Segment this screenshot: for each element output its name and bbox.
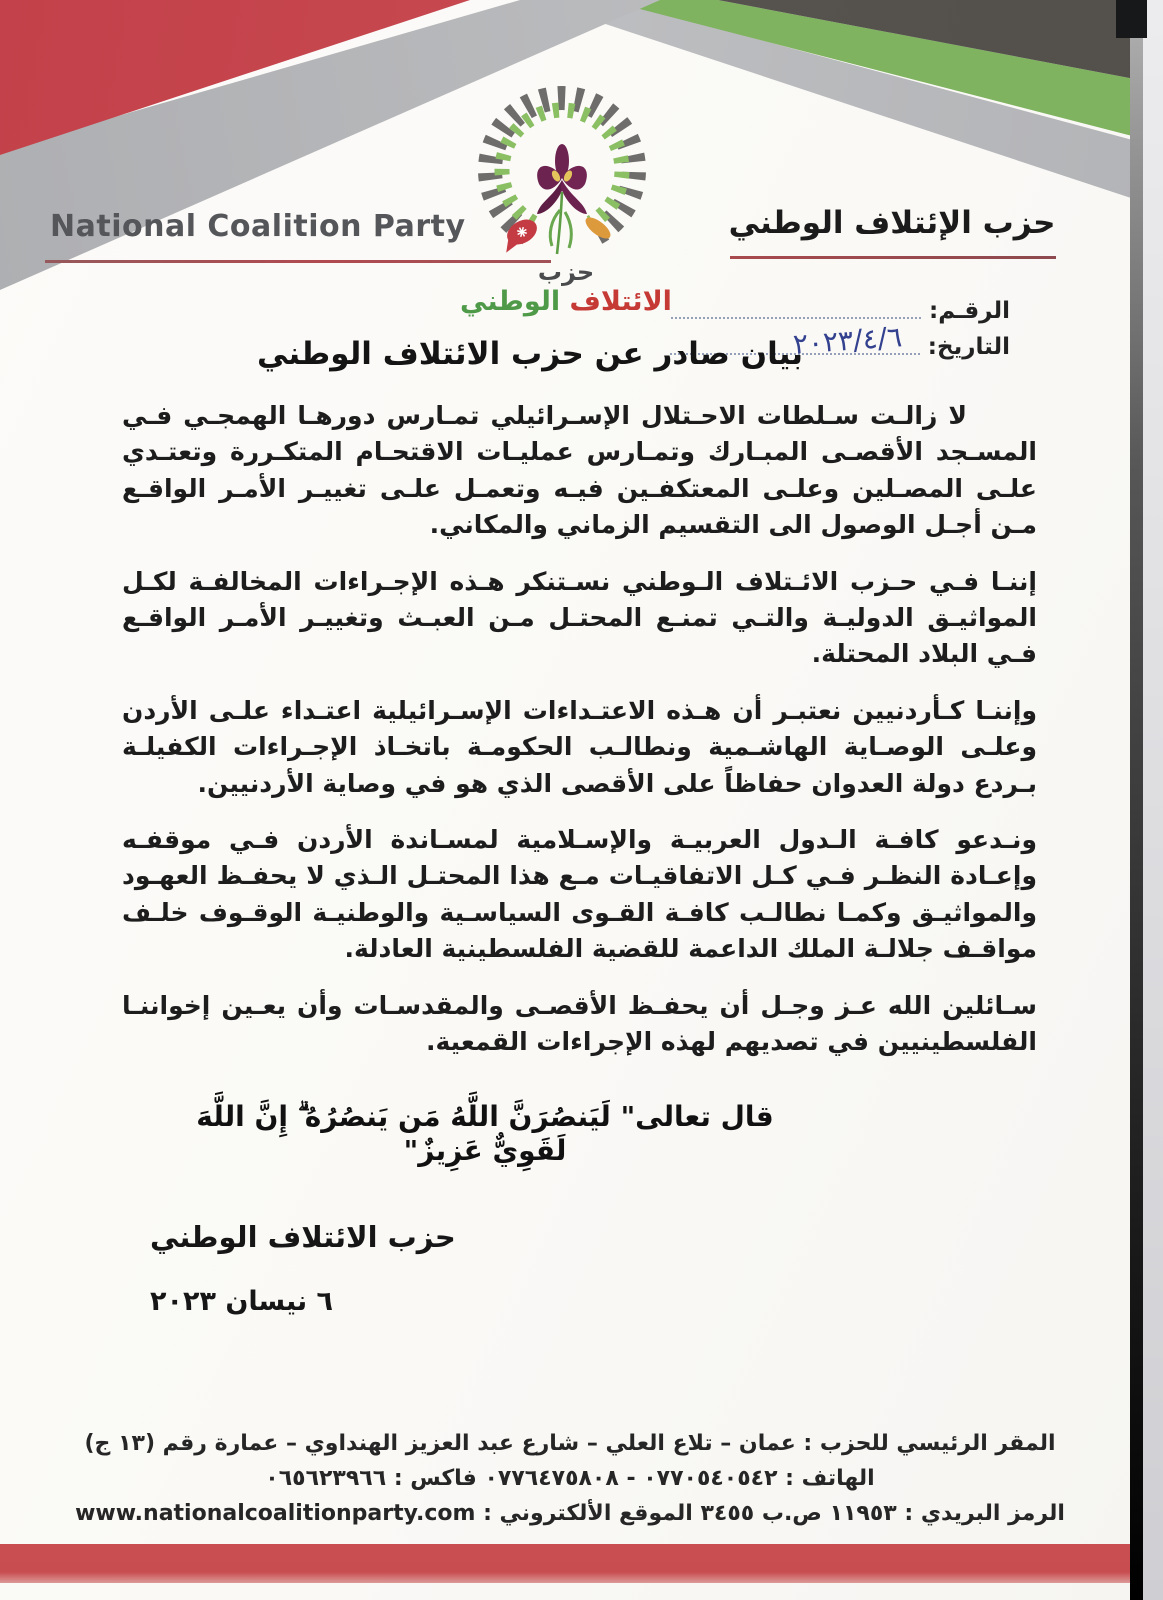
- signature-date: ٦ نيسان ٢٠٢٣: [150, 1286, 334, 1317]
- logo-word-coalition: الائتلاف: [569, 286, 672, 317]
- number-dotted-line: [671, 317, 921, 319]
- party-logo: [440, 84, 692, 317]
- footer-phone-line: الهاتف : ٠٧٧٠٥٤٠٥٤٢ - ٠٧٧٦٤٧٥٨٠٨ فاكس : ٠٦٥٦٢٣٩٦٦: [265, 1466, 875, 1491]
- footer-address-line: المقر الرئيسي للحزب : عمان – تلاع العلي – شارع عبد العزيز الهنداوي – عمارة رقم (١٣ ج): [84, 1431, 1056, 1456]
- scan-corner-mark: [1116, 0, 1147, 38]
- statement-body: [122, 398, 1037, 1081]
- iris-flower-icon: [537, 144, 587, 254]
- statement-title: بيان صادر عن حزب الائتلاف الوطني: [256, 336, 804, 372]
- party-logo-emblem: [440, 84, 692, 262]
- footer-postal-line: الرمز البريدي : ١١٩٥٣ ص.ب ٣٤٥٥ الموقع الألكتروني : www.nationalcoalitionparty.com: [75, 1501, 1065, 1526]
- letterhead-footer: [55, 1426, 1085, 1531]
- signature-party-name: حزب الائتلاف الوطني: [150, 1220, 456, 1254]
- logo-word-hizb: حزب: [537, 258, 595, 286]
- handwritten-date: ٢٠٢٣/٤/٦: [791, 320, 903, 361]
- party-name-english: National Coalition Party: [50, 209, 466, 244]
- quran-quote: قال تعالى" لَيَنصُرَنَّ اللَّهُ مَن يَنصُرُهُ ۗ إِنَّ اللَّهَ لَقَوِيٌّ عَزِيزٌ": [196, 1100, 774, 1167]
- paragraph-2: إننـا فـي حـزب الائـتلاف الـوطني نسـتنكر هـذه الإجـراءات المخالفـة لكـل المواثيـق الدوليـة والتـي تمنـع المحتـل مـن العبـث وتغييـر الأمـر الواقـع فـي البلاد المحتلة.: [122, 566, 1037, 669]
- paragraph-1: لا زالـت سـلطات الاحـتلال الإسـرائيلي تمـارس دورهـا الهمجـي فـي المسـجد الأقصـى المبـارك وتمـارس عمليـات الاقتحـام المتكـررة وتعتـدي علـى المصـلين وعلـى المعتكفـين فيـه وتعمـل علـى تغييـر الأمـر الواقـع مـن أجـل الوصول الى التقسيم الزماني والمكاني.: [122, 401, 1037, 540]
- date-label: التاريخ:: [927, 334, 1010, 360]
- footer-red-band: [0, 1544, 1140, 1583]
- scan-edge-shadow: [1130, 34, 1143, 1600]
- party-name-arabic: حزب الإئتلاف الوطني: [728, 205, 1056, 241]
- scan-edge-margin: [1140, 0, 1163, 1600]
- arabic-underline-rule: [730, 256, 1056, 259]
- logo-wordmark: [440, 286, 692, 317]
- paragraph-3: وإننـا كـأردنيين نعتبـر أن هـذه الاعتـداءات الإسـرائيلية اعتـداء علـى الأردن وعلـى الوصـاية الهاشـمية ونطالـب الحكومـة باتخـاذ الإجـراءات الكفيلـة بـردع دولة العدوان حفاظاً على الأقصى الذي هو في وصاية الأردنيين.: [122, 695, 1037, 798]
- logo-word-national: الوطني: [460, 286, 561, 317]
- paragraph-4: ونـدعو كافـة الـدول العربيـة والإسـلامية لمسـاندة الأردن فـي موقفـه وإعـادة النظـر فـي كـل الاتفاقيـات مـع هذا المحتـل الـذي لا يحفـظ العهـود والمواثيـق وكمـا نطالـب كافـة القـوى السياسـية والوطنيـة الوقـوف خلـف مواقـف جلالـة الملك الداعمة للقضية الفلسطينية العادلة.: [122, 825, 1037, 964]
- paragraph-5: سـائلين الله عـز وجـل أن يحفـظ الأقصـى والمقدسـات وأن يعـين إخواننـا الفلسطينيين في تصديهم لهذه الإجراءات القمعية.: [122, 990, 1037, 1057]
- number-label: الرقـم:: [929, 298, 1010, 324]
